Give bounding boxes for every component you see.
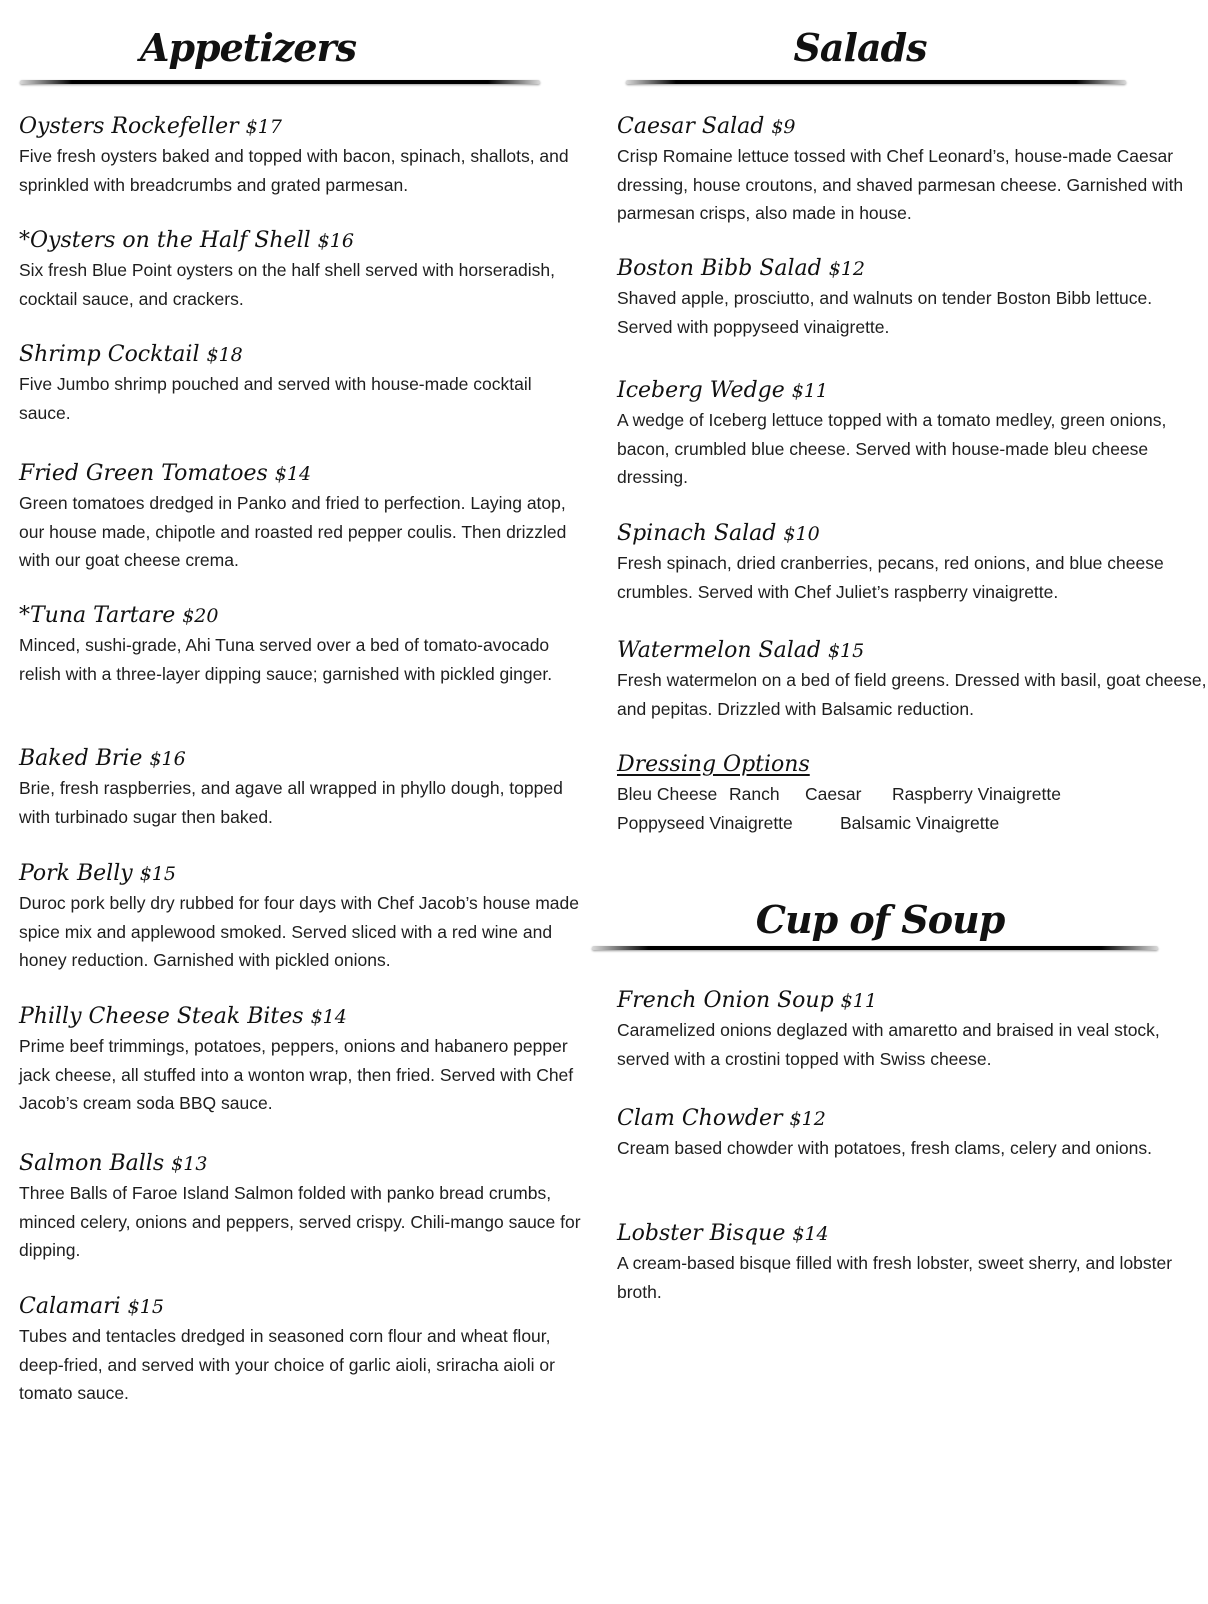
menu-item xyxy=(19,1292,588,1408)
item-price: $11 xyxy=(840,990,877,1012)
item-name: Watermelon Salad xyxy=(617,638,821,663)
item-price: $9 xyxy=(771,116,796,138)
item-price: $14 xyxy=(274,463,312,485)
item-price: $16 xyxy=(149,748,186,770)
item-price: $15 xyxy=(827,640,865,662)
item-price: $15 xyxy=(139,863,176,885)
menu-item xyxy=(617,986,1196,1073)
item-name: Spinach Salad xyxy=(617,521,777,546)
appetizers-heading xyxy=(140,24,356,72)
section-title: Salads xyxy=(793,25,927,70)
menu-item xyxy=(617,254,1196,341)
item-description: Brie, fresh raspberries, and agave all wrapped in phyllo dough, topped with turbinado sugar then baked. xyxy=(19,778,563,827)
menu-item xyxy=(617,1104,1196,1163)
item-description: Caramelized onions deglazed with amaretto and braised in veal stock, served with a crostini topped with Swiss cheese. xyxy=(617,1020,1160,1069)
item-price: $16 xyxy=(317,230,354,252)
item-price: $11 xyxy=(791,380,829,402)
menu-item xyxy=(617,1219,1196,1306)
dressing-option: Raspberry Vinaigrette xyxy=(892,784,1061,804)
item-description: Three Balls of Faroe Island Salmon folded with panko bread crumbs, minced celery, onions and peppers, served crispy. Chili-mango sauce for dipping. xyxy=(19,1183,581,1260)
item-description: Prime beef trimmings, potatoes, peppers, onions and habanero pepper jack cheese, all stuffed into a wonton wrap, then fried. Served with Chef Jacob’s cream soda BBQ sauce. xyxy=(19,1036,574,1113)
dressing-option: Poppyseed Vinaigrette xyxy=(617,812,793,833)
item-name: Baked Brie xyxy=(19,746,143,771)
dressing-row xyxy=(617,780,1196,809)
item-name: Boston Bibb Salad xyxy=(617,256,822,281)
dressing-option: Caesar xyxy=(805,784,862,804)
dressing-option: Ranch xyxy=(729,784,780,804)
dressing-options-title: Dressing Options xyxy=(617,752,810,777)
menu-item xyxy=(19,1149,588,1265)
item-price: $14 xyxy=(792,1223,829,1245)
item-name: Iceberg Wedge xyxy=(617,378,785,403)
soup-heading xyxy=(750,896,1010,944)
section-divider xyxy=(20,80,540,84)
item-name: Pork Belly xyxy=(19,861,133,886)
item-description: A cream-based bisque filled with fresh lobster, sweet sherry, and lobster broth. xyxy=(617,1253,1173,1302)
section-divider xyxy=(626,80,1126,84)
menu-item xyxy=(19,112,588,199)
item-name: Shrimp Cocktail xyxy=(19,342,200,367)
item-price: $14 xyxy=(310,1006,347,1028)
dressing-option: Bleu Cheese xyxy=(617,784,718,804)
item-description: A wedge of Iceberg lettuce topped with a tomato medley, green onions, bacon, crumbled blue cheese. Served with house-made bleu cheese dressing. xyxy=(617,410,1167,487)
item-description: Six fresh Blue Point oysters on the half shell served with horseradish, cocktail sauce, and crackers. xyxy=(19,260,555,309)
menu-item xyxy=(19,1002,588,1118)
dressing-options xyxy=(617,750,1196,837)
section-title: Appetizers xyxy=(140,25,356,70)
item-description: Minced, sushi-grade, Ahi Tuna served over a bed of tomato-avocado relish with a three-layer dipping sauce; garnished with pickled ginger. xyxy=(19,635,553,684)
item-price: $10 xyxy=(783,523,820,545)
item-name: *Oysters on the Half Shell xyxy=(19,228,311,253)
item-name: French Onion Soup xyxy=(617,988,834,1013)
item-name: Fried Green Tomatoes xyxy=(19,461,268,486)
item-name: *Tuna Tartare xyxy=(19,603,176,628)
item-description: Fresh watermelon on a bed of field greens. Dressed with basil, goat cheese, and pepitas. Drizzled with Balsamic reduction. xyxy=(617,670,1207,719)
item-price: $13 xyxy=(171,1153,208,1175)
item-description: Green tomatoes dredged in Panko and fried to perfection. Laying atop, our house made, chipotle and roasted red pepper coulis. Then drizzled with our goat cheese crema. xyxy=(19,493,567,570)
item-name: Philly Cheese Steak Bites xyxy=(19,1004,304,1029)
menu-item xyxy=(19,859,588,975)
item-description: Shaved apple, prosciutto, and walnuts on tender Boston Bibb lettuce. Served with poppyseed vinaigrette. xyxy=(617,288,1153,337)
section-title: Cup of Soup xyxy=(755,897,1005,942)
menu-item xyxy=(19,601,588,688)
dressing-row xyxy=(617,809,1196,838)
item-description: Duroc pork belly dry rubbed for four days with Chef Jacob’s house made spice mix and applewood smoked. Served sliced with a red wine and honey reduction. Garnished with pickled onions. xyxy=(19,893,579,970)
menu-item xyxy=(19,226,588,313)
salads-heading xyxy=(790,24,930,72)
item-name: Oysters Rockefeller xyxy=(19,114,239,139)
item-name: Clam Chowder xyxy=(617,1106,783,1131)
item-price: $12 xyxy=(828,258,866,280)
menu-item xyxy=(19,459,588,575)
dressing-option: Balsamic Vinaigrette xyxy=(840,812,1000,833)
item-description: Fresh spinach, dried cranberries, pecans, red onions, and blue cheese crumbles. Served with Chef Juliet’s raspberry vinaigrette. xyxy=(617,553,1164,602)
menu-item xyxy=(617,636,1208,723)
item-description: Five Jumbo shrimp pouched and served with house-made cocktail sauce. xyxy=(19,374,532,423)
item-name: Caesar Salad xyxy=(617,114,765,139)
item-name: Calamari xyxy=(19,1294,121,1319)
item-name: Salmon Balls xyxy=(19,1151,165,1176)
item-description: Crisp Romaine lettuce tossed with Chef Leonard’s, house-made Caesar dressing, house croutons, and shaved parmesan cheese. Garnished with parmesan crisps, also made in house. xyxy=(617,146,1184,223)
item-price: $18 xyxy=(206,344,243,366)
item-description: Five fresh oysters baked and topped with bacon, spinach, shallots, and sprinkled with breadcrumbs and grated parmesan. xyxy=(19,146,569,195)
item-name: Lobster Bisque xyxy=(617,1221,786,1246)
menu-item xyxy=(19,744,588,831)
item-price: $17 xyxy=(245,116,282,138)
menu-item xyxy=(617,112,1196,228)
item-description: Tubes and tentacles dredged in seasoned corn flour and wheat flour, deep-fried, and served with your choice of garlic aioli, sriracha aioli or tomato sauce. xyxy=(19,1326,555,1403)
item-price: $12 xyxy=(789,1108,826,1130)
item-price: $15 xyxy=(127,1296,164,1318)
menu-item xyxy=(617,519,1196,606)
item-price: $20 xyxy=(182,605,219,627)
menu-item xyxy=(19,340,588,427)
section-divider xyxy=(592,946,1158,950)
item-description: Cream based chowder with potatoes, fresh clams, celery and onions. xyxy=(617,1138,1152,1158)
menu-item xyxy=(617,376,1196,492)
